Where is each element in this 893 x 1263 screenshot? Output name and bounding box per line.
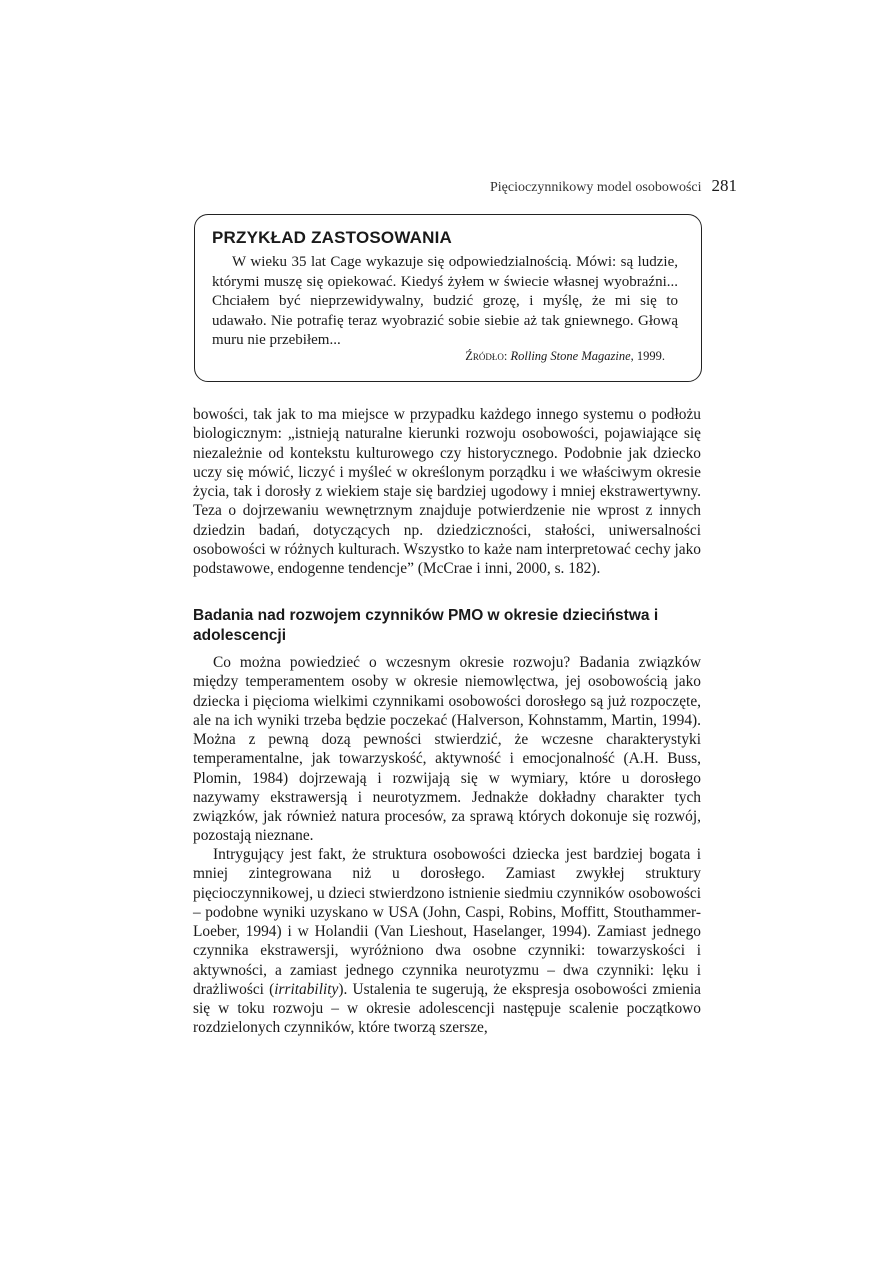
source-year: , 1999.	[630, 349, 665, 363]
source-title: Rolling Stone Magazine	[510, 349, 631, 363]
paragraph-3-term: irritability	[274, 980, 339, 998]
source-label: Źródło:	[465, 349, 508, 363]
example-box-source	[465, 349, 665, 364]
paragraph-3-part-2: ). Ustalenia te sugerują, że ekspresja osobowości zmienia się w toku rozwoju – w okresie adolescencji następuje scalenie początkowo rozdzielonych czynników, które tworzą szersze,	[193, 980, 701, 1037]
paragraph-3	[193, 845, 701, 1038]
paragraph-3-part-1: Intrygujący jest fakt, że struktura osobowości dziecka jest bardziej bogata i mniej zintegrowana niż u dorosłego. Zamiast zwykłej struktury pięcioczynnikowej, u dzieci stwierdzono istnienie siedmiu czynników osobowości – podobne wyniki uzyskano w USA (John, Caspi, Robins, Moffitt, Stouthammer-Loeber, 1994) i w Holandii (Van Lieshout, Haselanger, 1994). Zamiast jednego czynnika ekstrawersji, wyróżniono dwa osobne czynniki: towarzyskości i aktywności, a zamiast jednego czynnika neurotyzmu – dwa czynniki: lęku i drażliwości (	[193, 846, 701, 998]
page-number: 281	[711, 176, 737, 195]
example-box-text: W wieku 35 lat Cage wykazuje się odpowiedzialnością. Mówi: są ludzie, którymi muszę się opiekować. Kiedyś żyłem w świecie własnej wyobraźni... Chciałem być nieprzewidywalny, budzić grozę, i myślę, że mi się to udawało. Nie potrafię teraz wyobrazić sobie siebie aż tak gniewnego. Głową muru nie przebiłem...	[212, 254, 678, 349]
running-title: Pięcioczynnikowy model osobowości	[489, 180, 702, 195]
paragraph-1: bowości, tak jak to ma miejsce w przypadku każdego innego systemu o podłożu biologicznym: „istnieją naturalne kierunki rozwoju osobowości, pojawiające się niezależnie od kontekstu kulturowego czy historycznego. Podobnie jak dziecko uczy się mówić, liczyć i myśleć w określonym porządku i we właściwym okresie życia, tak i dorosły z wiekiem staje się bardziej ugodowy i mniej ekstrawertywny. Teza o dojrzewaniu wewnętrznym znajduje potwierdzenie nie wprost z innych dziedzin badań, dotyczących np. dziedziczności, stałości, uniwersalności osobowości w różnych kulturach. Wszystko to każe nam interpretować cechy jako podstawowe, endogenne tendencje” (McCrae i inni, 2000, s. 182).	[193, 406, 701, 577]
paragraph-2: Co można powiedzieć o wczesnym okresie rozwoju? Badania związków między temperamentem osoby w okresie niemowlęctwa, jej osobowością jako dziecka i pięcioma wielkimi czynnikami osobowości dorosłego są już rozpoczęte, ale na ich wyniki trzeba będzie poczekać (Halverson, Kohnstamm, Martin, 1994). Można z pewną dozą pewności stwierdzić, że wczesne charakterystyki temperamentalne, jak towarzyskość, aktywność i emocjonalność (A.H. Buss, Plomin, 1984) dojrzewają i rozwijają się w wymiary, które u dorosłego nazywamy ekstrawersją i neurotyzmem. Jednakże dokładny charakter tych związków, jak również natura procesów, za sprawą których dokonuje się rozwój, pozostają nieznane.	[193, 654, 701, 845]
section-heading: Badania nad rozwojem czynników PMO w okresie dzieciństwa i adolescencji	[193, 607, 659, 644]
running-header	[490, 176, 737, 196]
example-box-title: PRZYKŁAD ZASTOSOWANIA	[212, 228, 453, 247]
